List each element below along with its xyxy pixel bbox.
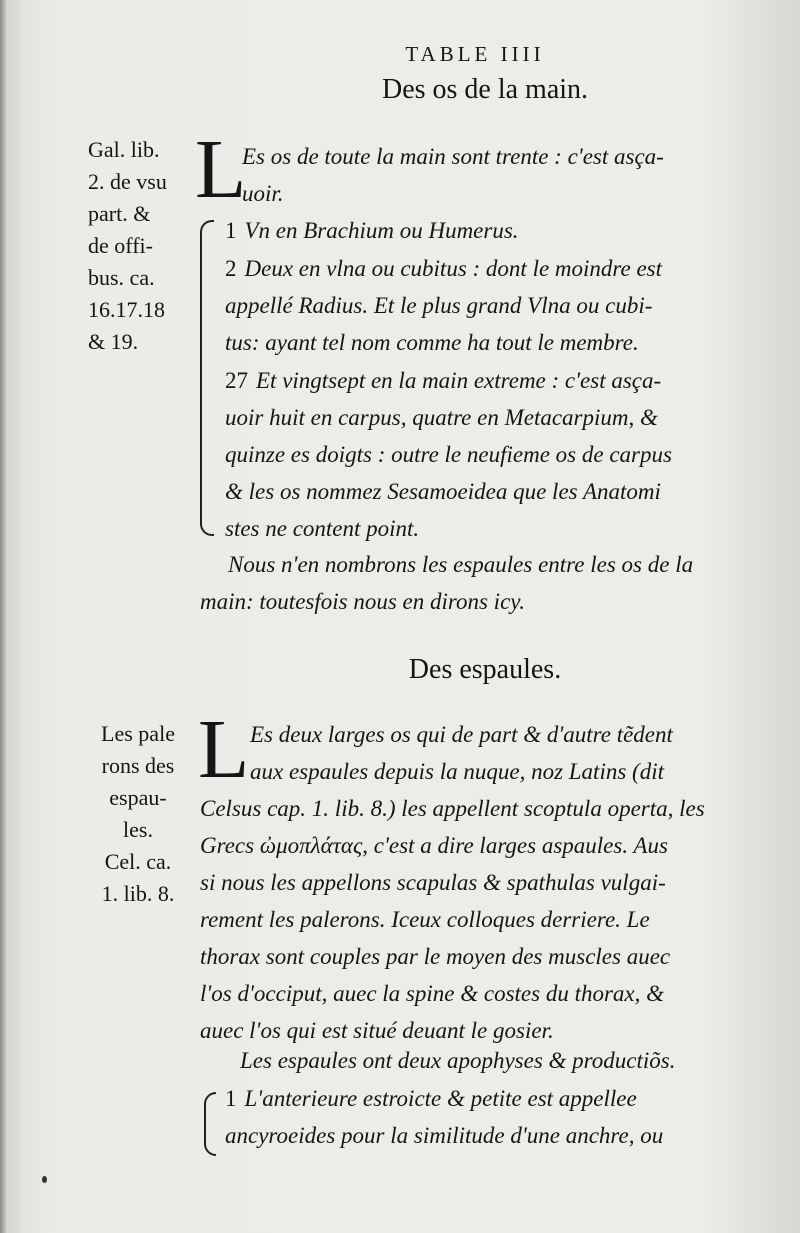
- page-gutter: [0, 0, 6, 1233]
- text-line: Es deux larges os qui de part & d'autre tẽdent: [250, 722, 673, 747]
- text-line: main: toutesfois nous en dirons icy.: [200, 589, 525, 614]
- text-line: Vn en Brachium ou Humerus.: [244, 218, 519, 243]
- text-line: Celsus cap. 1. lib. 8.) les appellent scoptula operta, les: [200, 796, 705, 821]
- text-line: ancyroeides pour la similitude d'une anchre, ou: [225, 1123, 664, 1148]
- text-line: Deux en vlna ou cubitus : dont le moindre est: [244, 256, 663, 281]
- margin-note-line: de offi-: [88, 233, 153, 258]
- text-line: appellé Radius. Et le plus grand Vlna ou cubi-: [225, 293, 653, 318]
- text-line: thorax sont couples par le moyen des muscles auec: [200, 944, 671, 969]
- text-line: stes ne content point.: [225, 516, 420, 541]
- item-number: 27: [225, 368, 248, 393]
- text-line: L'anterieure estroicte & petite est appellee: [244, 1086, 637, 1111]
- apophyses-line: Les espaules ont deux apophyses & productiõs.: [240, 1048, 676, 1073]
- drop-cap: L: [195, 123, 247, 216]
- shoulder-paragraph: [200, 716, 770, 1049]
- text-line: uoir.: [242, 181, 284, 206]
- list-brace: [200, 220, 214, 536]
- item-number: 2: [225, 256, 237, 281]
- text-line: rement les palerons. Iceux colloques derriere. Le: [200, 907, 650, 932]
- margin-note-line: espau-: [109, 785, 167, 810]
- margin-note-line: les.: [123, 817, 153, 842]
- margin-note-line: Les pale: [101, 721, 175, 746]
- text-line: Et vingtsept en la main extreme : c'est asça-: [256, 368, 662, 393]
- intro-paragraph: [242, 138, 772, 212]
- text-line: tus: ayant tel nom comme ha tout le membre.: [225, 330, 639, 355]
- margin-note-line: 16.17.18: [88, 297, 165, 322]
- item-number: 1: [225, 1086, 237, 1111]
- list-item-ulna: [225, 250, 770, 361]
- drop-cap: L: [198, 703, 250, 796]
- text-line: & les os nommez Sesamoeidea que les Anatomi: [225, 479, 661, 504]
- margin-note-line: 2. de vsu: [88, 169, 167, 194]
- text-line: auec l'os qui est situé deuant le gosier.: [200, 1018, 554, 1043]
- section-title-hand-bones: Des os de la main.: [381, 74, 589, 105]
- margin-note-line: rons des: [101, 753, 175, 778]
- margin-note-line: Cel. ca.: [104, 849, 172, 874]
- item-number: 1: [225, 218, 237, 243]
- running-title: TABLE IIII: [405, 42, 545, 66]
- text-line: Grecs ὠμοπλάτας, c'est a dire larges aspaules. Aus: [200, 833, 668, 858]
- margin-note-line: part. &: [88, 201, 151, 226]
- section-title-shoulders: Des espaules.: [408, 654, 562, 685]
- margin-note-line: 1. lib. 8.: [101, 881, 175, 906]
- ink-mark: [42, 1176, 47, 1183]
- list-item-humerus: [225, 212, 770, 249]
- text-line: si nous les appellons scapulas & spathulas vulgai-: [200, 870, 666, 895]
- margin-note-line: & 19.: [88, 329, 139, 354]
- margin-note-galen: [88, 134, 198, 358]
- text-line: uoir huit en carpus, quatre en Metacarpium, &: [225, 405, 658, 430]
- list-item-anterior-process: [225, 1080, 770, 1154]
- margin-note-celsus: [88, 718, 188, 910]
- text-line: l'os d'occiput, auec la spine & costes du thorax, &: [200, 981, 665, 1006]
- text-line: Nous n'en nombrons les espaules entre les os de la: [228, 552, 694, 577]
- text-line: aux espaules depuis la nuque, noz Latins (dit: [250, 759, 664, 784]
- list-item-hand: [225, 362, 770, 547]
- text-line: quinze es doigts : outre le neufieme os de carpus: [225, 442, 672, 467]
- margin-note-line: bus. ca.: [88, 265, 155, 290]
- closing-paragraph: [200, 546, 798, 620]
- list-brace: [204, 1092, 216, 1156]
- text-line: Es os de toute la main sont trente : c'est asça-: [242, 144, 664, 169]
- margin-note-line: Gal. lib.: [88, 137, 160, 162]
